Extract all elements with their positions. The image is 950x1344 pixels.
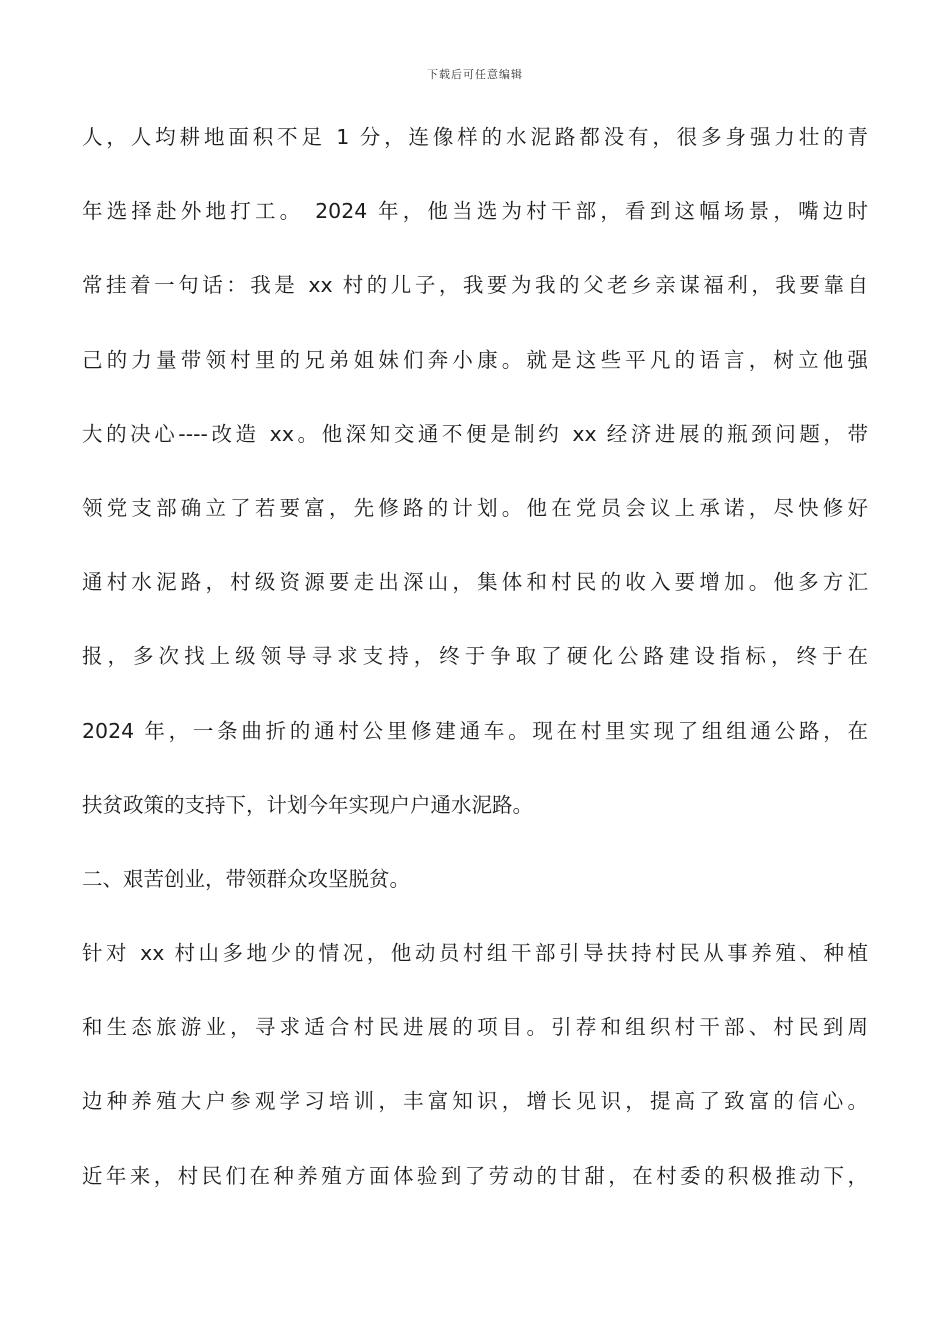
page-header: 下载后可任意编辑	[427, 68, 523, 81]
text-line-10: 扶贫政策的支持下，计划今年实现户户通水泥路。	[82, 792, 533, 817]
text-line-2: 年选择赴外地打工。 2024 年，他当选为村干部，看到这幅场景，嘴边时	[82, 199, 868, 224]
text-line-12: 针对 xx 村山多地少的情况，他动员村组干部引导扶持村民从事养殖、种植	[82, 941, 868, 966]
document-body	[82, 118, 882, 1231]
text-line-3: 常挂着一句话：我是 xx 村的儿子，我要为我的父老乡亲谋福利，我要靠自	[82, 273, 868, 298]
text-line-5: 大的决心----改造 xx。他深知交通不便是制约 xx 经济进展的瓶颈问题，带	[82, 421, 868, 446]
text-line-8: 报，多次找上级领导寻求支持，终于争取了硬化公路建设指标，终于在	[82, 644, 868, 669]
text-line-9: 2024 年，一条曲折的通村公里修建通车。现在村里实现了组组通公路，在	[82, 718, 868, 743]
text-line-13: 和生态旅游业，寻求适合村民进展的项目。引荐和组织村干部、村民到周	[82, 1015, 868, 1040]
text-line-15: 近年来，村民们在种养殖方面体验到了劳动的甘甜，在村委的积极推动下，	[82, 1163, 868, 1188]
section-heading: 二、艰苦创业，带领群众攻坚脱贫。	[82, 866, 410, 891]
text-line-6: 领党支部确立了若要富，先修路的计划。他在党员会议上承诺，尽快修好	[82, 495, 868, 520]
text-line-7: 通村水泥路，村级资源要走出深山，集体和村民的收入要增加。他多方汇	[82, 570, 868, 595]
text-line-4: 己的力量带领村里的兄弟姐妹们奔小康。就是这些平凡的语言，树立他强	[82, 347, 868, 372]
text-line-1: 人，人均耕地面积不足 1 分，连像样的水泥路都没有，很多身强力壮的青	[82, 125, 868, 149]
text-line-14: 边种养殖大户参观学习培训，丰富知识，增长见识，提高了致富的信心。	[82, 1089, 868, 1114]
